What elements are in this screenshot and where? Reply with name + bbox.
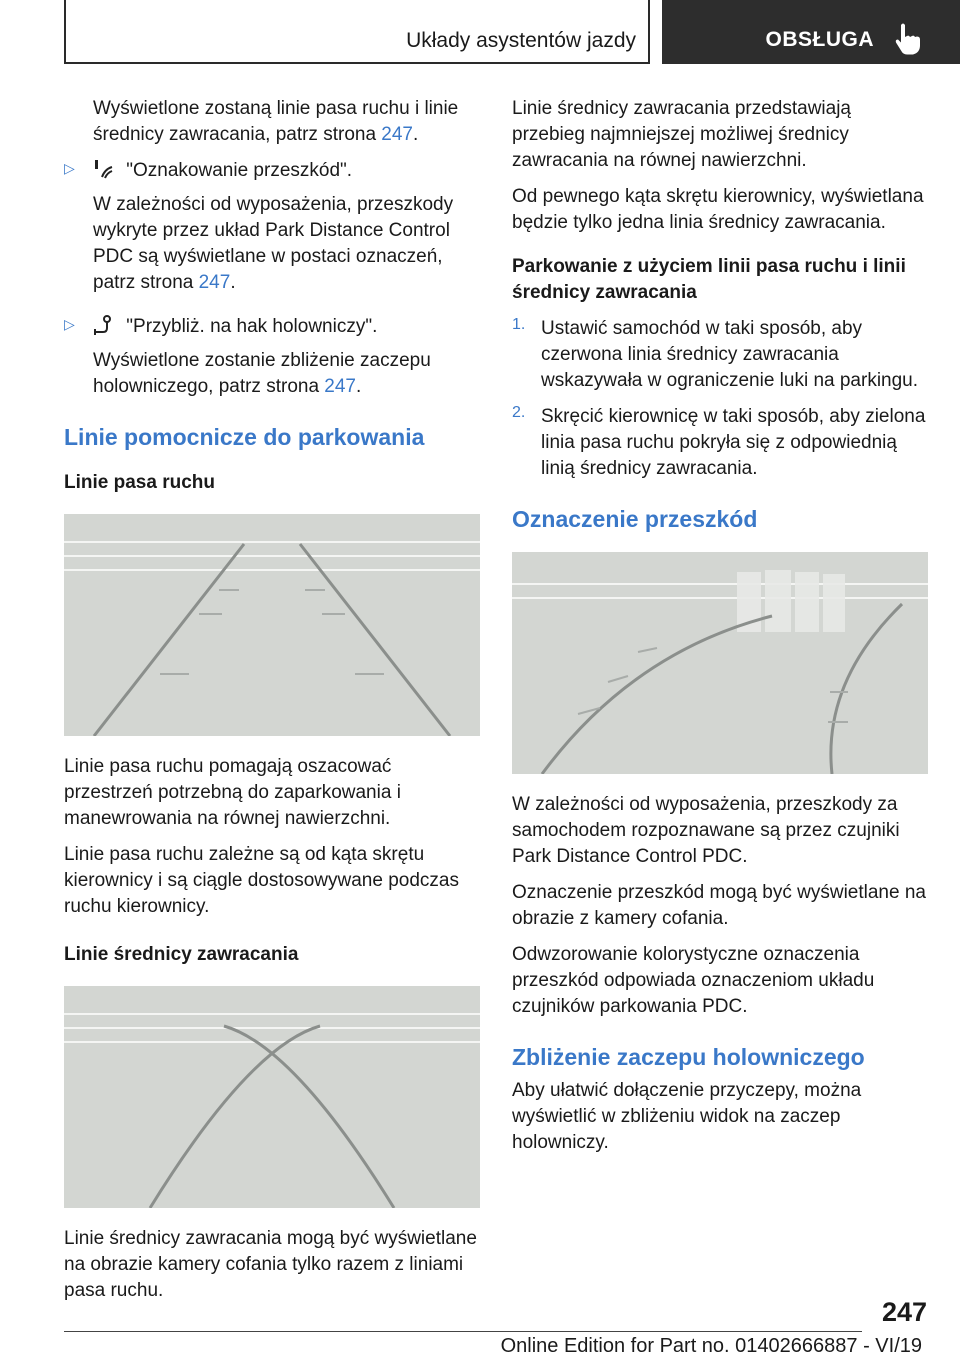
header-section-title: Układy asystentów jazdy <box>406 29 636 52</box>
section-title-obstacle-marking: Oznaczenie przeszkód <box>512 506 758 532</box>
lane-lines-paragraph-2: Linie pasa ruchu zależne są od kąta skrętu kierownicy i są ciągle dostosowywane podczas ruchu kierownicy. <box>64 844 459 917</box>
subsection-title-lane-lines: Linie pasa ruchu <box>64 472 215 493</box>
turning-radius-paragraph-3: Od pewnego kąta skrętu kierownicy, wyświetlana będzie tylko jedna linia średnicy zawracania. <box>512 186 924 233</box>
header-chapter-label: OBSŁUGA <box>765 28 874 51</box>
obstacle-paragraph-3: Odwzorowanie kolorystyczne oznaczenia przeszkód odpowiada oznaczeniom układu czujników parkowania PDC. <box>512 944 875 1017</box>
section-title-tow-hitch-zoom: Zbliżenie zaczepu holowniczego <box>512 1044 865 1070</box>
obstacle-marking-icon <box>93 159 113 179</box>
bullet-tow-label: "Przybliż. na hak holowniczy". <box>121 316 378 337</box>
turning-radius-paragraph-1: Linie średnicy zawracania mogą być wyświetlane na obrazie kamery cofania tylko razem z liniami pasa ruchu. <box>64 1228 477 1301</box>
subsection-title-turning-radius: Linie średnicy zawracania <box>64 944 299 965</box>
page-number: 247 <box>881 1297 927 1327</box>
bullet-obstacle-label: "Oznakowanie przeszkód". <box>121 160 353 181</box>
right-column <box>512 96 928 1166</box>
figure-lane-lines <box>64 514 480 736</box>
left-column <box>64 96 480 1314</box>
page-link[interactable]: 247 <box>324 376 356 397</box>
step-text: Skręcić kierownicę w taki sposób, aby zielona linia pasa ruchu pokryła się z odpowiednią linią średnicy zawracania. <box>541 406 926 479</box>
lane-lines-paragraph-1: Linie pasa ruchu pomagają oszacować przestrzeń potrzebną do zaparkowania i manewrowania na równej nawierzchni. <box>64 756 401 829</box>
figure-obstacle-marking <box>512 552 928 774</box>
page-link[interactable]: 247 <box>198 272 231 293</box>
step-text: Ustawić samochód w taki sposób, aby czerwona linia średnicy zawracania wskazywała w ograniczenie luki na parkingu. <box>541 318 919 391</box>
tow-hitch-icon <box>93 315 113 335</box>
intro-end: . <box>413 124 419 145</box>
bullet-tow-hitch <box>64 314 480 400</box>
procedure-step <box>512 316 928 394</box>
bullet-tow-body: Wyświetlone zostanie zbliżenie zaczepu holowniczego, patrz strona <box>93 350 431 397</box>
bullet-triangle-icon: ▷ <box>64 160 75 176</box>
turning-radius-paragraph-2: Linie średnicy zawracania przedstawiają przebieg najmniejszej możliwej średnicy zawracania na równej nawierzchni. <box>512 98 852 171</box>
procedure-title: Parkowanie z użyciem linii pasa ruchu i linii średnicy zawracania <box>512 256 906 303</box>
obstacle-paragraph-1: W zależności od wyposażenia, przeszkody za samochodem rozpoznawane są przez czujniki Park Distance Control PDC. <box>512 794 900 867</box>
step-number: 1. <box>512 316 526 333</box>
figure-turning-radius-lines <box>64 986 480 1208</box>
intro-paragraph <box>64 96 480 148</box>
bullet-tow-end: . <box>356 376 362 397</box>
hand-pointer-icon <box>892 22 924 56</box>
bullet-triangle-icon: ▷ <box>64 316 75 332</box>
header-chapter-tab <box>662 0 960 64</box>
tow-hitch-paragraph: Aby ułatwić dołączenie przyczepy, można wyświetlić w zbliżeniu widok na zaczep holowniczy. <box>512 1080 862 1153</box>
footer-edition: Online Edition for Part no. 01402666887 - VI/19 <box>500 1335 922 1357</box>
page-link[interactable]: 247 <box>381 124 413 145</box>
intro-text: Wyświetlone zostaną linie pasa ruchu i linie średnicy zawracania, patrz strona <box>93 98 459 145</box>
procedure-step <box>512 404 928 482</box>
step-number: 2. <box>512 404 526 421</box>
bullet-obstacle-marking <box>64 158 480 296</box>
bullet-obstacle-end: . <box>230 272 236 293</box>
bullet-obstacle-body: W zależności od wyposażenia, przeszkody wykryte przez układ Park Distance Control PDC są wyświetlane w postaci oznaczeń, patrz strona <box>93 194 454 293</box>
footer-rule <box>64 1331 862 1332</box>
section-title-parking-lines: Linie pomocnicze do parkowania <box>64 424 425 450</box>
obstacle-paragraph-2: Oznaczenie przeszkód mogą być wyświetlane na obrazie z kamery cofania. <box>512 882 926 929</box>
